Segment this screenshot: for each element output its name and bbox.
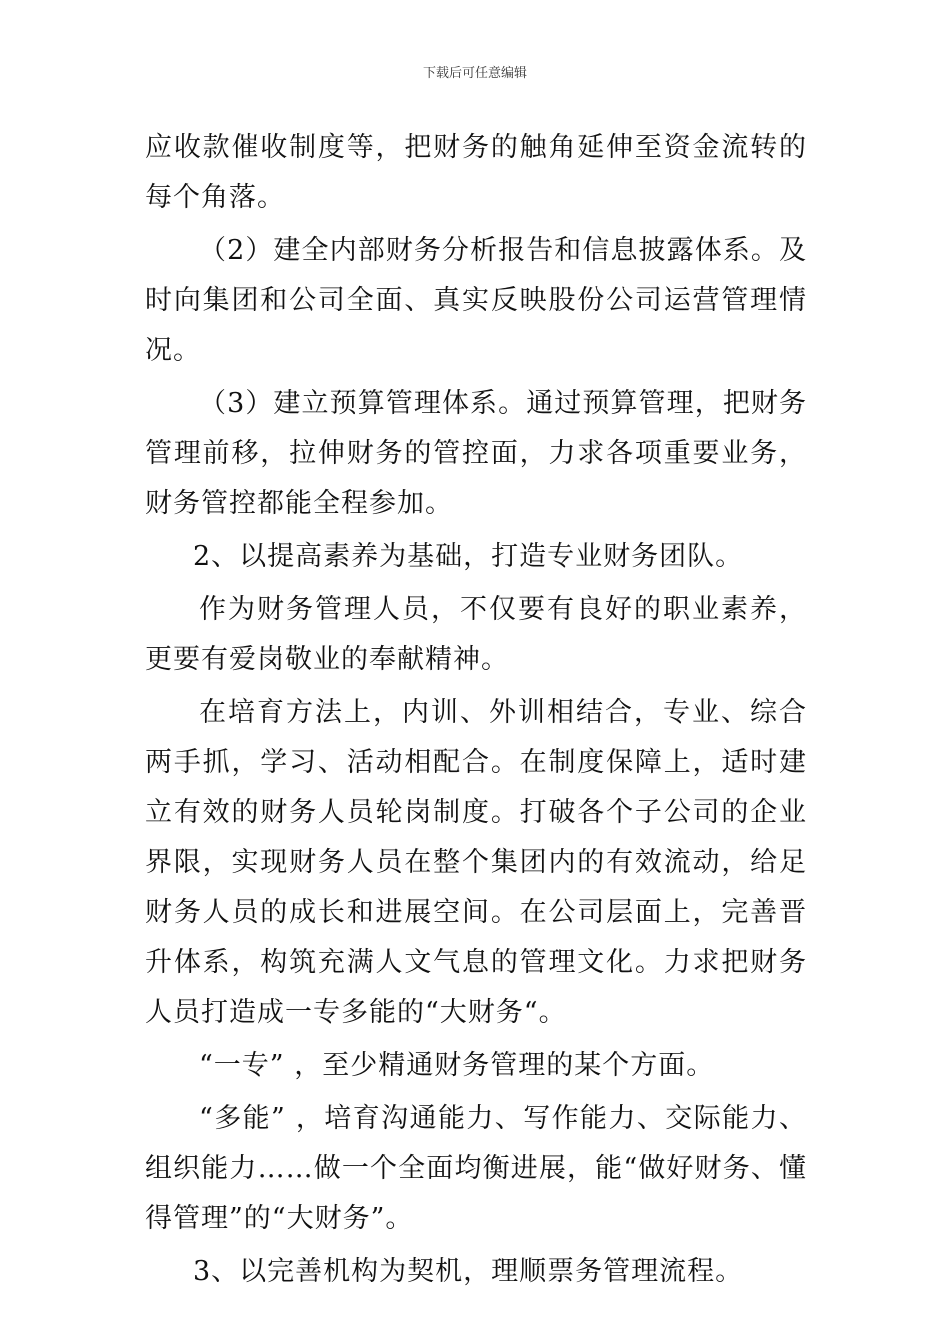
document-body — [145, 123, 807, 1300]
section-heading-3: 3、以完善机构为契机，理顺票务管理流程。 — [193, 1256, 744, 1287]
page-header: 下载后可任意编辑 — [422, 66, 527, 81]
paragraph-continuation: 应收款催收制度等，把财务的触角延伸至资金流转的每个角落。 — [145, 132, 807, 213]
section-heading-2: 2、以提高素养为基础，打造专业财务团队。 — [193, 541, 744, 572]
paragraph-one-specialty: “一专” ，至少精通财务管理的某个方面。 — [199, 1050, 715, 1081]
paragraph-item-3: （3）建立预算管理体系。通过预算管理，把财务管理前移，拉伸财务的管控面，力求各项重要业务，财务管控都能全程参加。 — [145, 388, 807, 519]
paragraph-multi-skills: “多能” ，培育沟通能力、写作能力、交际能力、组织能力……做一个全面均衡进展，能“做好财务、懂得管理”的“大财务”。 — [145, 1103, 807, 1234]
paragraph-qualities: 作为财务管理人员，不仅要有良好的职业素养，更要有爱岗敬业的奉献精神。 — [145, 594, 807, 675]
paragraph-training: 在培育方法上，内训、外训相结合，专业、综合两手抓，学习、活动相配合。在制度保障上，适时建立有效的财务人员轮岗制度。打破各个子公司的企业界限，实现财务人员在整个集团内的有效流动，给足财务人员的成长和进展空间。在公司层面上，完善晋升体系，构筑充满人文气息的管理文化。力求把财务人员打造成一专多能的“大财务“。 — [145, 697, 807, 1028]
paragraph-item-2: （2）建全内部财务分析报告和信息披露体系。及时向集团和公司全面、真实反映股份公司运营管理情况。 — [145, 235, 807, 366]
